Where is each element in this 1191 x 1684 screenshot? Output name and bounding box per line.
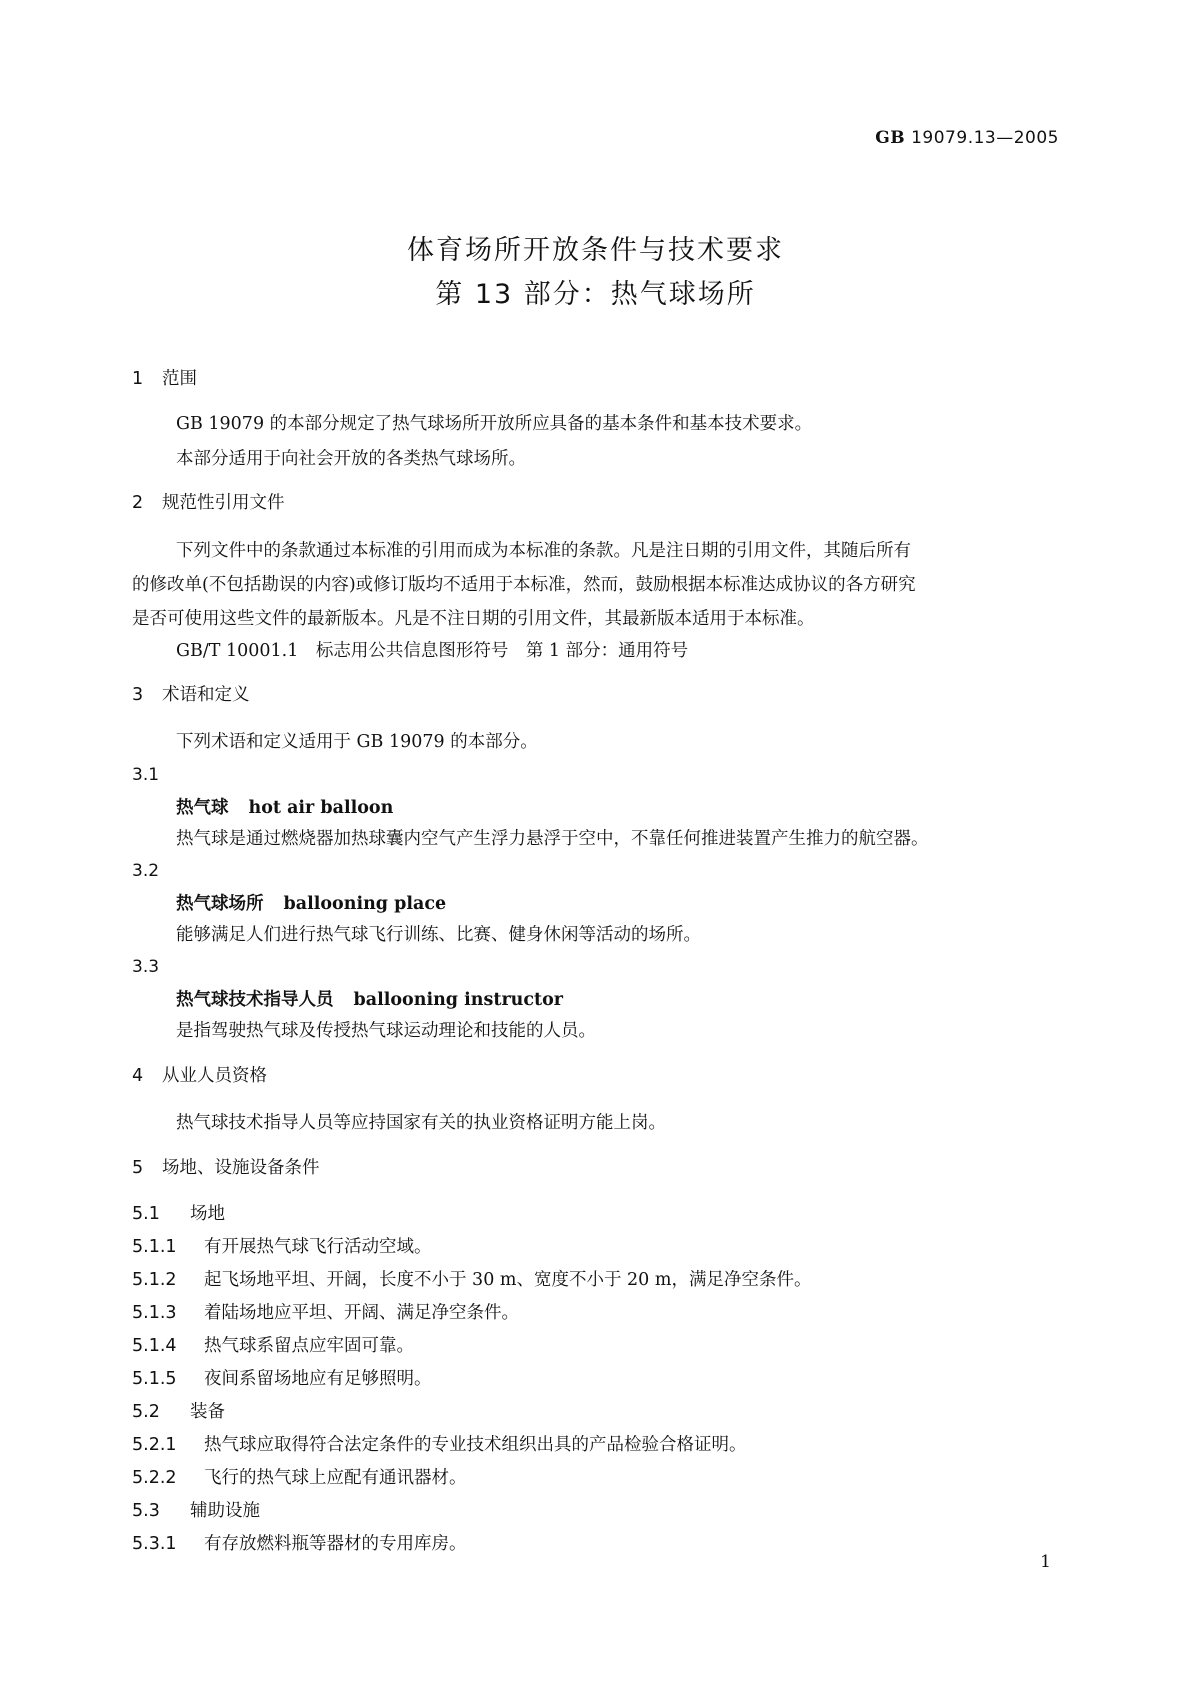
clause-number: 5.3.1 [132,1534,177,1554]
standard-prefix: GB [875,128,906,148]
document-title: 体育场所开放条件与技术要求 [407,235,784,266]
section-number: 5 [132,1158,144,1178]
subsection-5-3-heading [132,1500,260,1522]
section-title: 术语和定义 [162,685,250,705]
section-title: 规范性引用文件 [162,493,285,513]
clause-text: 有存放燃料瓶等器材的专用库房。 [204,1534,467,1554]
section-3-intro: 下列术语和定义适用于 GB 19079 的本部分。 [176,732,538,752]
term-number: 3.1 [132,765,160,785]
term-number: 3.3 [132,957,160,977]
subsection-5-1-heading [132,1203,225,1225]
standard-number: 19079.13—2005 [911,128,1059,148]
section-2-paragraph-line-1: 下列文件中的条款通过本标准的引用而成为本标准的条款。凡是注日期的引用文件，其随后所有 [176,541,911,561]
term-chinese: 热气球 [176,798,229,818]
clause-5-1-1 [132,1236,432,1258]
standard-code [875,128,1059,148]
section-2-paragraph-line-2: 的修改单(不包括勘误的内容)或修订版均不适用于本标准，然而，鼓励根据本标准达成协议的各方研究 [132,575,916,595]
subsection-5-2-heading [132,1401,225,1423]
clause-number: 5.1.5 [132,1369,177,1389]
section-1-heading [132,368,197,390]
section-4-paragraph: 热气球技术指导人员等应持国家有关的执业资格证明方能上岗。 [176,1113,666,1133]
clause-number: 5.1.4 [132,1336,177,1356]
section-2-paragraph-line-3: 是否可使用这些文件的最新版本。凡是不注日期的引用文件，其最新版本适用于本标准。 [132,609,815,629]
section-number: 3 [132,685,144,705]
subsection-number: 5.2 [132,1402,160,1422]
clause-5-1-4 [132,1335,414,1357]
page-number: 1 [1040,1552,1051,1572]
section-number: 2 [132,493,144,513]
clause-number: 5.1.2 [132,1270,177,1290]
clause-number: 5.2.1 [132,1435,177,1455]
term-definition: 能够满足人们进行热气球飞行训练、比赛、健身休闲等活动的场所。 [176,925,701,945]
subsection-title: 装备 [190,1402,225,1422]
section-title: 从业人员资格 [162,1066,267,1086]
term-number: 3.2 [132,861,160,881]
document-subtitle: 第 13 部分：热气球场所 [435,279,756,310]
clause-5-3-1 [132,1533,467,1555]
clause-text: 热气球应取得符合法定条件的专业技术组织出具的产品检验合格证明。 [204,1435,747,1455]
subsection-number: 5.3 [132,1501,160,1521]
clause-5-1-5 [132,1368,432,1390]
term-title [176,797,393,819]
subsection-title: 场地 [190,1204,225,1224]
term-english: ballooning instructor [353,990,564,1010]
term-chinese: 热气球场所 [176,894,264,914]
normative-reference: GB/T 10001.1 标志用公共信息图形符号 第 1 部分：通用符号 [176,641,689,661]
clause-5-1-3 [132,1302,519,1324]
clause-text: 热气球系留点应牢固可靠。 [204,1336,414,1356]
clause-5-2-2 [132,1467,467,1489]
section-2-heading [132,492,285,514]
clause-number: 5.1.1 [132,1237,177,1257]
term-title [176,893,446,915]
term-definition: 热气球是通过燃烧器加热球囊内空气产生浮力悬浮于空中，不靠任何推进装置产生推力的航空器。 [176,829,929,849]
section-title: 场地、设施设备条件 [162,1158,320,1178]
section-1-paragraph-1: GB 19079 的本部分规定了热气球场所开放所应具备的基本条件和基本技术要求。 [176,414,813,434]
clause-5-2-1 [132,1434,747,1456]
clause-text: 着陆场地应平坦、开阔、满足净空条件。 [204,1303,519,1323]
term-english: ballooning place [283,894,447,914]
subsection-number: 5.1 [132,1204,160,1224]
subsection-title: 辅助设施 [190,1501,260,1521]
section-title: 范围 [162,369,197,389]
section-5-heading [132,1157,320,1179]
clause-text: 有开展热气球飞行活动空域。 [204,1237,432,1257]
term-english: hot air balloon [248,798,394,818]
clause-text: 飞行的热气球上应配有通讯器材。 [204,1468,467,1488]
section-number: 4 [132,1066,144,1086]
clause-text: 夜间系留场地应有足够照明。 [204,1369,432,1389]
clause-number: 5.2.2 [132,1468,177,1488]
section-number: 1 [132,369,144,389]
clause-text: 起飞场地平坦、开阔，长度不小于 30 m、宽度不小于 20 m，满足净空条件。 [204,1270,812,1290]
section-3-heading [132,684,250,706]
section-1-paragraph-2: 本部分适用于向社会开放的各类热气球场所。 [176,449,526,469]
clause-number: 5.1.3 [132,1303,177,1323]
section-4-heading [132,1065,267,1087]
term-title [176,989,563,1011]
term-definition: 是指驾驶热气球及传授热气球运动理论和技能的人员。 [176,1021,596,1041]
term-chinese: 热气球技术指导人员 [176,990,334,1010]
clause-5-1-2 [132,1269,811,1291]
